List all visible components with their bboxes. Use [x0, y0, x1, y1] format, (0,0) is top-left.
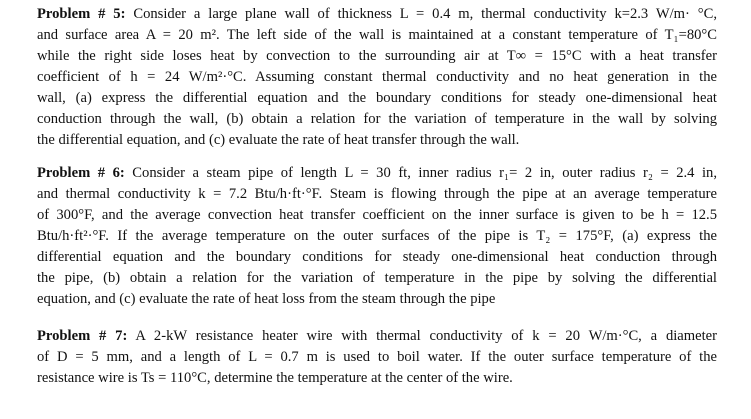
problem-7-heading: Problem # 7:	[37, 328, 128, 344]
problem-6-line-4: Btu/h·ft²·°F. If the average temperature on the outer surfaces of the pipe is T₂ = 175°F, (a) express the	[37, 228, 717, 244]
problem-6-line-1	[37, 163, 717, 184]
problem-7	[37, 326, 717, 389]
problem-6-line-6: the pipe, (b) obtain a relation for the variation of temperature in the pipe by solving the differential	[37, 270, 717, 286]
problem-6-line-2: and thermal conductivity k = 7.2 Btu/h·ft·°F. Steam is flowing through the pipe at an average temperature	[37, 186, 717, 202]
problem-6-line-5: differential equation and the boundary conditions for steady one-dimensional heat conduction through	[37, 249, 717, 265]
problem-6-heading: Problem # 6:	[37, 165, 125, 181]
problem-5	[37, 4, 717, 151]
problem-5-line-5: wall, (a) express the differential equation and the boundary conditions for steady one-dimensional heat	[37, 90, 717, 106]
problem-7-line-1-text: A 2-kW resistance heater wire with thermal conductivity of k = 20 W/m·°C, a diameter	[127, 328, 718, 344]
problem-6	[37, 163, 717, 310]
problem-7-line-2: of D = 5 mm, and a length of L = 0.7 m is used to boil water. If the outer surface temperature of the	[37, 349, 717, 365]
problem-5-line-1-text: Consider a large plane wall of thickness L = 0.4 m, thermal conductivity k=2.3 W/m· °C,	[125, 6, 717, 22]
problem-5-line-7: the differential equation, and (c) evaluate the rate of heat transfer through the wall.	[37, 132, 520, 148]
problem-7-line-3: resistance wire is Ts = 110°C, determine the temperature at the center of the wire.	[37, 370, 513, 386]
problem-5-line-6: conduction through the wall, (b) obtain a relation for the variation of temperature in the wall by solving	[37, 111, 717, 127]
problem-6-line-1-text: Consider a steam pipe of length L = 30 ft, inner radius r₁= 2 in, outer radius r₂ = 2.4 in,	[124, 165, 718, 181]
problem-6-line-7: equation, and (c) evaluate the rate of heat loss from the steam through the pipe	[37, 291, 496, 307]
problem-5-line-3: while the right side loses heat by convection to the surrounding air at T∞ = 15°C with a heat transfer	[37, 48, 717, 64]
problem-5-heading: Problem # 5:	[37, 6, 126, 22]
problem-7-line-1	[37, 326, 717, 347]
problem-5-line-1	[37, 4, 717, 25]
problem-6-line-3: of 300°F, and the average convection heat transfer coefficient on the inner surface is given to be h = 12.5	[37, 207, 717, 223]
problem-5-line-2: and surface area A = 20 m². The left side of the wall is maintained at a constant temperature of T₁=80°C	[37, 27, 717, 43]
problem-5-line-4: coefficient of h = 24 W/m²·°C. Assuming constant thermal conductivity and no heat generation in the	[37, 69, 717, 85]
